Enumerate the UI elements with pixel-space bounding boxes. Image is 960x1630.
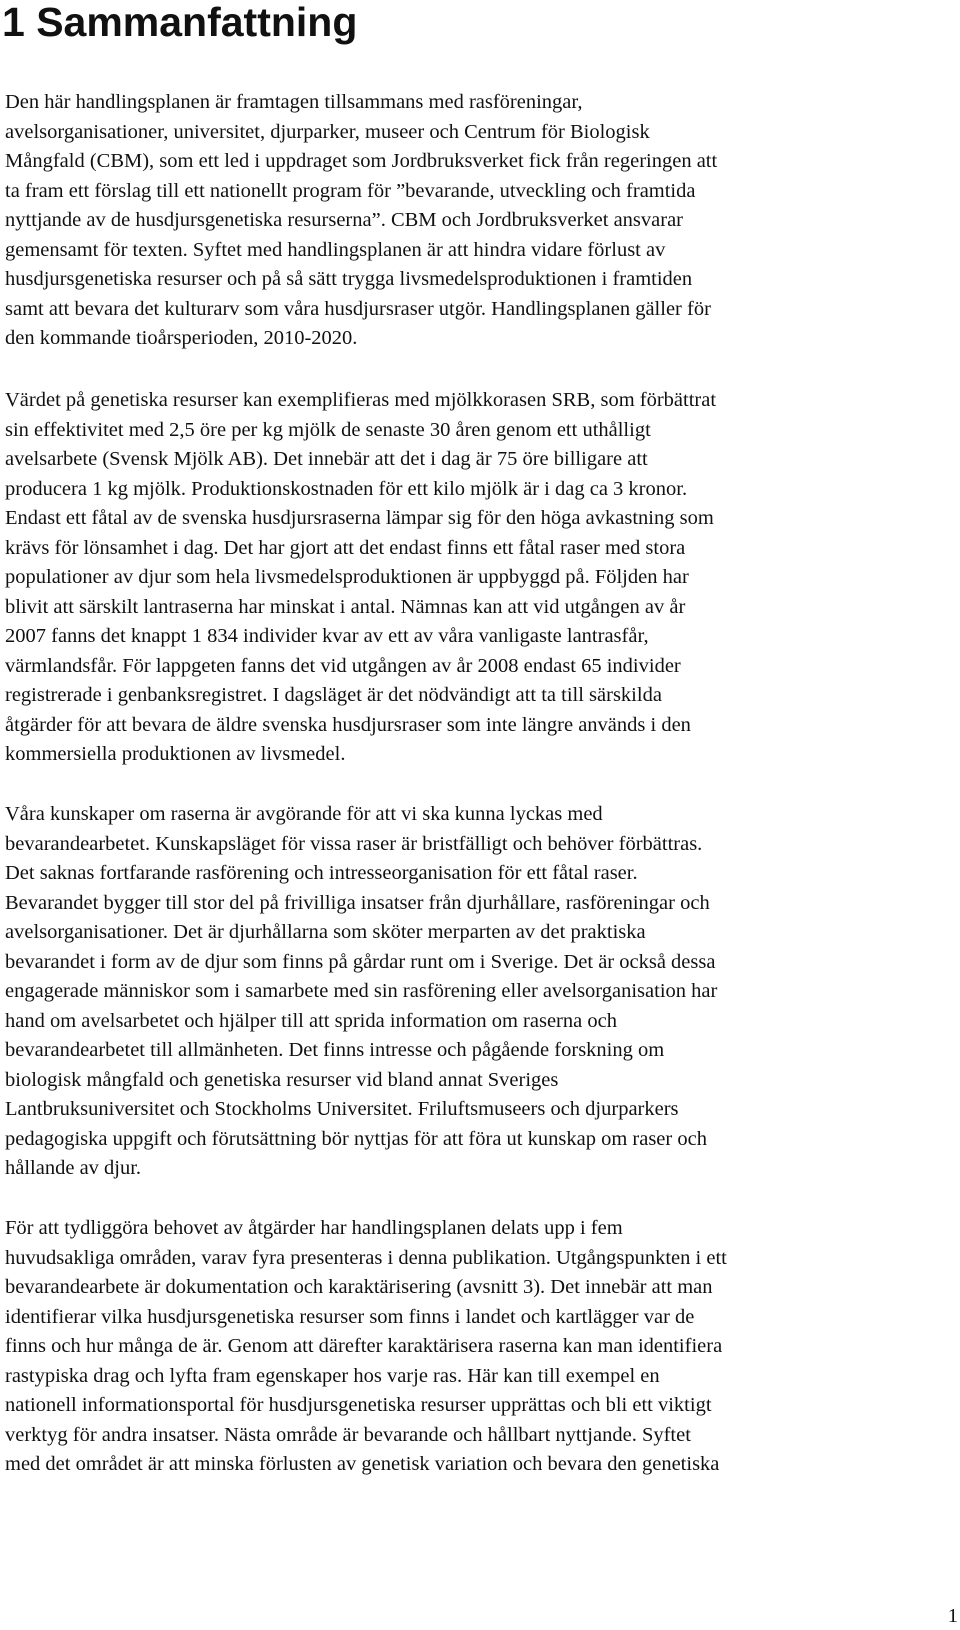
- text-line: pedagogiska uppgift och förutsättning bör nyttjas för att föra ut kunskap om raser och: [5, 1127, 707, 1150]
- text-line: nationell informationsportal för husdjursgenetiska resurser upprättas och bli ett viktigt: [5, 1394, 712, 1416]
- text-line: avelsorganisationer. Det är djurhållarna som sköter merparten av det praktiska: [5, 921, 646, 943]
- text-line: värmlandsfår. För lappgeten fanns det vid utgången av år 2008 endast 65 individer: [5, 654, 681, 677]
- text-line: 2007 fanns det knappt 1 834 individer kvar av ett av våra vanligaste lantrasfår,: [5, 625, 649, 647]
- text-line: För att tydliggöra behovet av åtgärder har handlingsplanen delats upp i fem: [5, 1217, 623, 1239]
- text-line: Det saknas fortfarande rasförening och intresseorganisation för ett fåtal raser.: [5, 862, 638, 884]
- text-line: Bevarandet bygger till stor del på frivilliga insatser från djurhållare, rasföreningar och: [5, 891, 710, 914]
- paragraph-4: [5, 1214, 960, 1480]
- text-line: blivit att särskilt lantraserna har minskat i antal. Nämnas kan att vid utgången av år: [5, 595, 686, 618]
- text-line: med det området är att minska förlusten av genetisk variation och bevara den genetiska: [5, 1453, 720, 1475]
- paragraph-3: [5, 800, 960, 1184]
- text-line: Våra kunskaper om raserna är avgörande för att vi ska kunna lyckas med: [5, 803, 603, 825]
- text-line: sin effektivitet med 2,5 öre per kg mjölk de senaste 30 åren genom ett uthålligt: [5, 418, 651, 441]
- text-line: husdjursgenetiska resurser och på så sätt trygga livsmedelsproduktionen i framtiden: [5, 268, 693, 290]
- text-line: bevarandet i form av de djur som finns på gårdar runt om i Sverige. Det är också dessa: [5, 950, 716, 973]
- text-line: Värdet på genetiska resurser kan exemplifieras med mjölkkorasen SRB, som förbättrat: [5, 389, 717, 411]
- text-line: Mångfald (CBM), som ett led i uppdraget som Jordbruksverket fick från regeringen att: [5, 150, 718, 172]
- text-line: avelsarbete (Svensk Mjölk AB). Det innebär att det i dag är 75 öre billigare att: [5, 448, 648, 470]
- text-line: populationer av djur som hela livsmedelsproduktionen är uppbyggd på. Följden har: [5, 566, 689, 588]
- text-line: producera 1 kg mjölk. Produktionskostnaden för ett kilo mjölk är i dag ca 3 kronor.: [5, 477, 688, 500]
- text-line: registrerade i genbanksregistret. I dagsläget är det nödvändigt att ta till särskilda: [5, 684, 662, 706]
- paragraph-2: [5, 386, 960, 770]
- text-line: finns och hur många de är. Genom att därefter karaktärisera raserna kan man identifiera: [5, 1335, 723, 1357]
- page-number: 1: [947, 1605, 958, 1627]
- section-heading: 1 Sammanfattning: [2, 0, 358, 45]
- text-line: biologisk mångfald och genetiska resurser vid bland annat Sveriges: [5, 1068, 559, 1091]
- text-line: ta fram ett förslag till ett nationellt program för ”bevarande, utveckling och framtida: [5, 179, 696, 202]
- text-line: bevarandearbetet. Kunskapsläget för vissa raser är bristfälligt och behöver förbättras.: [5, 832, 703, 855]
- text-line: nyttjande av de husdjursgenetiska resurserna”. CBM och Jordbruksverket ansvarar: [5, 209, 684, 231]
- paragraph-1: [5, 88, 960, 354]
- text-line: åtgärder för att bevara de äldre svenska husdjursraser som inte längre används i den: [5, 713, 691, 736]
- text-line: hand om avelsarbetet och hjälper till att sprida information om raserna och: [5, 1009, 617, 1032]
- text-line: engagerade människor som i samarbete med sin rasförening eller avelsorganisation har: [5, 980, 718, 1002]
- text-line: Den här handlingsplanen är framtagen tillsammans med rasföreningar,: [5, 91, 583, 113]
- text-line: identifierar vilka husdjursgenetiska resurser som finns i landet och kartlägger var de: [5, 1305, 695, 1328]
- text-line: Endast ett fåtal av de svenska husdjursraserna lämpar sig för den höga avkastning som: [5, 507, 714, 529]
- text-line: huvudsakliga områden, varav fyra presenteras i denna publikation. Utgångspunkten i ett: [5, 1246, 727, 1269]
- text-line: Lantbruksuniversitet och Stockholms Universitet. Friluftsmuseers och djurparkers: [5, 1098, 679, 1120]
- text-line: bevarandearbetet till allmänheten. Det finns intresse och pågående forskning om: [5, 1039, 665, 1061]
- text-line: samt att bevara det kulturarv som våra husdjursraser utgör. Handlingsplanen gäller för: [5, 297, 711, 320]
- text-line: verktyg för andra insatser. Nästa område är bevarande och hållbart nyttjande. Syftet: [5, 1423, 691, 1446]
- text-line: krävs för lönsamhet i dag. Det har gjort att det endast finns ett fåtal raser med stora: [5, 536, 686, 559]
- text-line: bevarandearbete är dokumentation och karaktärisering (avsnitt 3). Det innebär att man: [5, 1276, 713, 1298]
- text-line: gemensamt för texten. Syftet med handlingsplanen är att hindra vidare förlust av: [5, 238, 666, 261]
- text-line: rastypiska drag och lyfta fram egenskaper hos varje ras. Här kan till exempel en: [5, 1364, 660, 1387]
- text-line: kommersiella produktionen av livsmedel.: [5, 743, 346, 765]
- text-line: avelsorganisationer, universitet, djurparker, museer och Centrum för Biologisk: [5, 120, 650, 143]
- text-line: hållande av djur.: [5, 1157, 142, 1179]
- text-line: den kommande tioårsperioden, 2010-2020.: [5, 327, 358, 349]
